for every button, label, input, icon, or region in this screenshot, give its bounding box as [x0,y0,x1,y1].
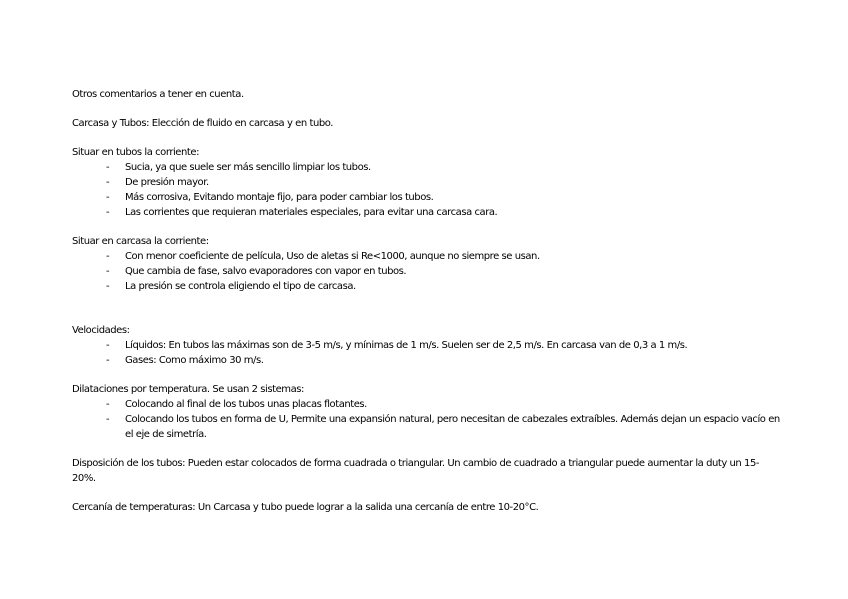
list-item-text: Gases: Como máximo 30 m/s. [125,355,264,366]
tubos-heading: Situar en tubos la corriente: [72,147,199,158]
bullet-dash: - [106,340,110,351]
list-item-text: Más corrosiva, Evitando montaje fijo, para poder cambiar los tubos. [125,192,434,203]
bullet-dash: - [106,207,110,218]
carcasa-list [72,249,782,294]
velocidades-list [72,338,782,368]
list-item-text: Que cambia de fase, salvo evaporadores con vapor en tubos. [125,266,407,277]
bullet-dash: - [106,399,110,410]
list-item-text: Colocando al final de los tubos unas placas flotantes. [125,399,367,410]
list-item-text: Sucia, ya que suele ser más sencillo limpiar los tubos. [125,162,371,173]
bullet-dash: - [106,281,110,292]
list-item [72,249,782,264]
dilataciones-list [72,397,782,442]
disposicion-text: Disposición de los tubos: Pueden estar colocados de forma cuadrada o triangular. Un cambio de cuadrado a triangular puede aumentar la duty un 15-20%. [72,458,760,484]
bullet-dash: - [106,355,110,366]
list-item-text: Colocando los tubos en forma de U, Permite una expansión natural, pero necesitan de cabezales extraíbles. Además dejan un espacio vacío en el eje de simetría. [125,414,780,440]
cercania-text: Cercanía de temperaturas: Un Carcasa y tubo puede lograr a la salida una cercanía de entre 10-20°C. [72,502,539,513]
list-item-text: Las corrientes que requieran materiales especiales, para evitar una carcasa cara. [125,207,498,218]
list-item-text: Líquidos: En tubos las máximas son de 3-5 m/s, y mínimas de 1 m/s. Suelen ser de 2,5 m/s. En carcasa van de 0,3 a 1 m/s. [125,340,688,351]
velocidades-heading: Velocidades: [72,325,130,336]
list-item [72,190,782,205]
list-item-text: De presión mayor. [125,177,209,188]
tubos-list [72,160,782,220]
list-item [72,160,782,175]
list-item [72,397,782,412]
list-item-text: La presión se controla eligiendo el tipo de carcasa. [125,281,356,292]
carcasa-tubos-text: Carcasa y Tubos: Elección de fluido en carcasa y en tubo. [72,118,333,129]
list-item [72,412,782,442]
list-item [72,279,782,294]
bullet-dash: - [106,192,110,203]
bullet-dash: - [106,177,110,188]
list-item [72,338,782,353]
bullet-dash: - [106,266,110,277]
list-item [72,205,782,220]
dilataciones-heading: Dilataciones por temperatura. Se usan 2 sistemas: [72,384,304,395]
bullet-dash: - [106,414,110,425]
list-item [72,264,782,279]
carcasa-heading: Situar en carcasa la corriente: [72,236,209,247]
intro-text: Otros comentarios a tener en cuenta. [72,89,244,100]
bullet-dash: - [106,162,110,173]
list-item-text: Con menor coeficiente de película, Uso de aletas si Re<1000, aunque no siempre se usan. [125,251,540,262]
list-item [72,353,782,368]
document-page [72,87,782,515]
list-item [72,175,782,190]
bullet-dash: - [106,251,110,262]
